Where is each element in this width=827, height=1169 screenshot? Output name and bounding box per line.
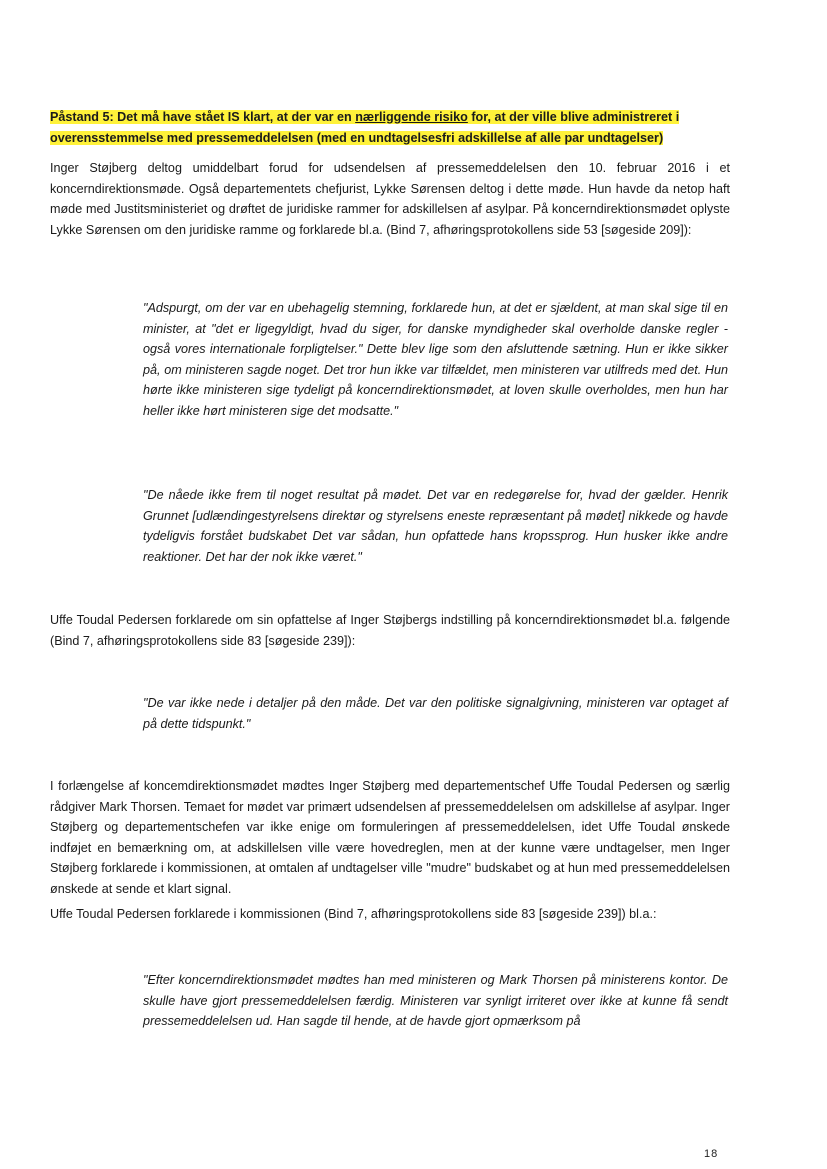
quote-3: "De var ikke nede i detaljer på den måde. Det var den politiske signalgivning, ministeren var optaget af på dette tidspunkt." bbox=[143, 696, 728, 731]
paragraph-4: Uffe Toudal Pedersen forklarede i kommissionen (Bind 7, afhøringsprotokollens side 83 [søgeside 239]) bl.a.: bbox=[50, 907, 657, 921]
page-number: 18 bbox=[704, 1148, 719, 1160]
quote-1: "Adspurgt, om der var en ubehagelig stemning, forklarede hun, at det er sjældent, at man skal sige til en minister, at "det er ligegyldigt, hvad du siger, for danske myndigheder skal overholde danske regler - også vores internationale forpligtelser." Dette blev lige som den afsluttende sætning. Hun er ikke sikker på, om ministeren sagde noget. Det tror hun ikke var tilfældet, men ministeren var utilfreds med det. Hun hørte ikke ministeren sige tydeligt på koncerndirektionsmødet, at loven skulle overholdes, men hun har heller ikke hørt ministeren sige det modsatte." bbox=[143, 301, 728, 418]
heading-underlined-phrase: nærliggende risiko bbox=[355, 110, 468, 124]
heading-text-post: for, at der ville blive administreret i overensstemmelse med pressemeddelelsen (med en undtagelsesfri adskillelse af alle par undtagelser) bbox=[50, 110, 680, 145]
heading-text-pre: Påstand 5: Det må have stået IS klart, at der var en bbox=[50, 110, 356, 124]
heading-highlight bbox=[50, 110, 679, 145]
claim-heading bbox=[50, 107, 730, 149]
quote-4: "Efter koncerndirektionsmødet mødtes han med ministeren og Mark Thorsen på ministerens kontor. De skulle have gjort pressemeddelelsen færdig. Ministeren var synligt irriteret over ikke at kunne få sendt pressemeddelelsen ud. Han sagde til hende, at de havde gjort opmærksom på bbox=[143, 973, 728, 1029]
quote-2: "De nåede ikke frem til noget resultat på mødet. Det var en redegørelse for, hvad der gælder. Henrik Grunnet [udlændingestyrelsens direktør og styrelsens eneste repræsentant på mødet] nikkede og havde tydeligvis forstået budskabet Det var sådan, hun opfattede hans kropssprog. Hun husker ikke andre reaktioner. Det har der nok ikke været." bbox=[143, 488, 728, 564]
paragraph-3: I forlængelse af koncemdirektionsmødet mødtes Inger Støjberg med departementschef Uffe Toudal Pedersen og særlig rådgiver Mark Thorsen. Temaet for mødet var primært udsendelsen af pressemeddelelsen om adskillelse af asylpar. Inger Støjberg og departementschefen var ikke enige om formuleringen af pressemeddelelsen, idet Uffe Toudal ønskede indføjet en bemærkning om, at adskillelsen ville være hovedreglen, men at der kunne være undtagelser, men Inger Støjberg forklarede i kommissionen, at omtalen af undtagelser ville "mudre" budskabet og at hun med pressemeddelelsen ønskede at sende et klart signal. bbox=[50, 779, 730, 896]
paragraph-2: Uffe Toudal Pedersen forklarede om sin opfattelse af Inger Støjbergs indstilling på koncerndirektionsmødet bl.a. følgende (Bind 7, afhøringsprotokollens side 83 [søgeside 239]): bbox=[50, 613, 730, 648]
paragraph-1: Inger Støjberg deltog umiddelbart forud for udsendelsen af pressemeddelelsen den 10. februar 2016 i et koncerndirektionsmøde. Også departementets chefjurist, Lykke Sørensen deltog i dette møde. Hun havde da netop haft møde med Justitsministeriet og drøftet de juridiske rammer for adskillelsen af asylpar. På koncerndirektionsmødet oplyste Lykke Sørensen om den juridiske ramme og forklarede bl.a. (Bind 7, afhøringsprotokollens side 53 [søgeside 209]): bbox=[50, 161, 730, 237]
